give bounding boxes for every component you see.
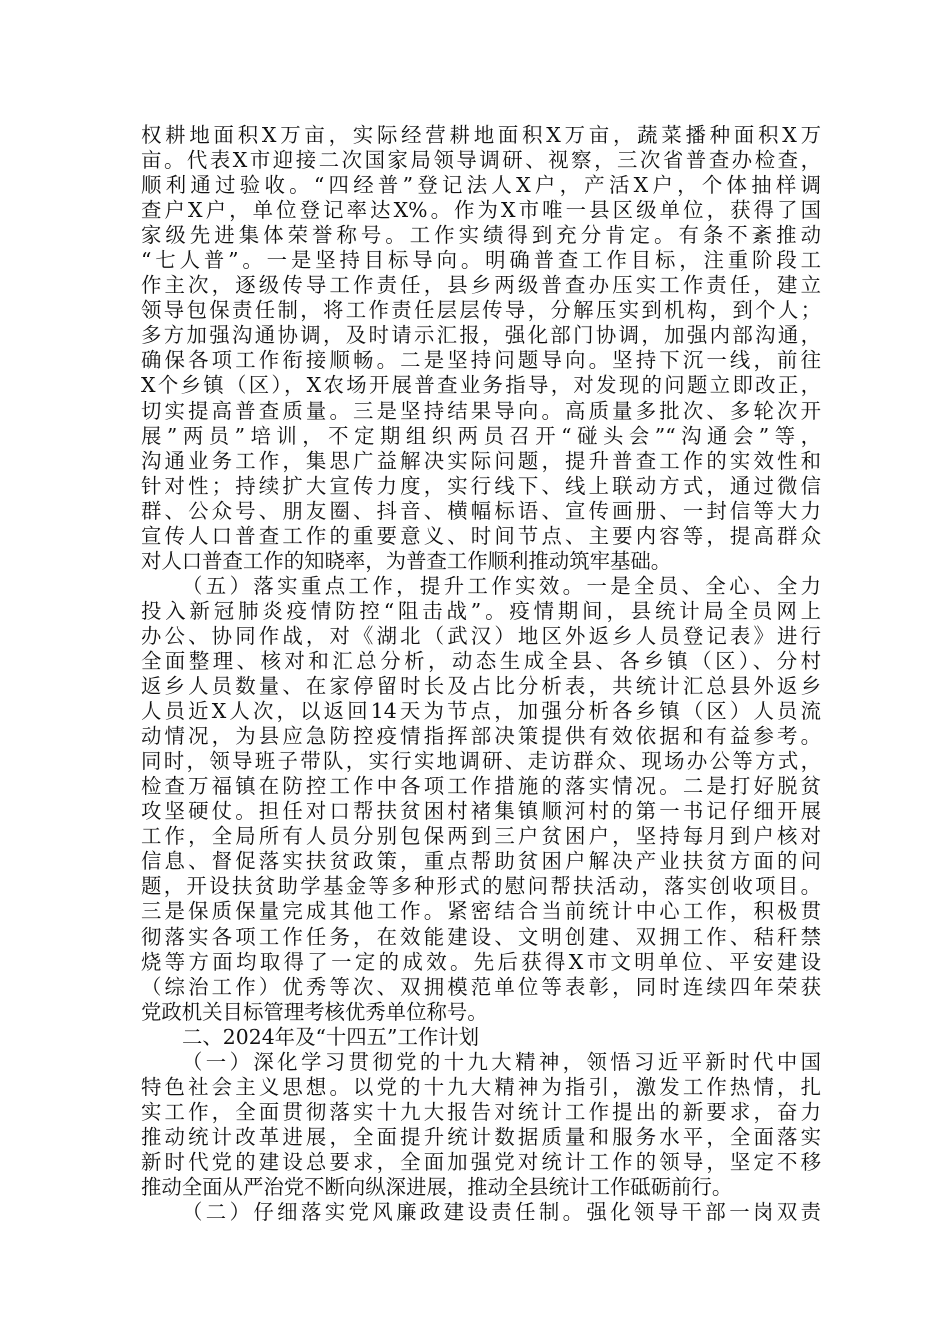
paragraph-p4	[141, 1200, 821, 1225]
text-line: 顺利通过验收。“四经普”登记法人X户，产活X户，个体抽样调	[141, 173, 821, 198]
text-line: 特色社会主义思想。以党的十九大精神为指引，激发工作热情，扎	[141, 1074, 821, 1099]
text-line: 群、公众号、朋友圈、抖音、横幅标语、宣传画册、一封信等大力	[141, 498, 821, 523]
text-line: 烧等方面均取得了一定的成效。先后获得X市文明单位、平安建设	[141, 949, 821, 974]
text-line: 工作，全局所有人员分别包保两到三户贫困户，坚持每月到户核对	[141, 824, 821, 849]
text-line: 人员近X人次，以返回14天为节点，加强分析各乡镇（区）人员流	[141, 699, 821, 724]
section-heading	[141, 1025, 821, 1050]
text-line: 推动全面从严治党不断向纵深进展，推动全县统计工作砥砺前行。	[141, 1174, 733, 1199]
text-line: 信息、督促落实扶贫政策，重点帮助贫困户解决产业扶贫方面的问	[141, 849, 821, 874]
text-line: 亩。代表X市迎接二次国家局领导调研、视察，三次省普查办检查，	[141, 148, 821, 173]
text-line: 权耕地面积X万亩，实际经营耕地面积X万亩，蔬菜播种面积X万	[141, 123, 821, 147]
text-line: “七人普”。一是坚持目标导向。明确普查工作目标，注重阶段工	[141, 248, 821, 273]
text-line: 同时，领导班子带队，实行实地调研、走访群众、现场办公等方式，	[141, 749, 821, 774]
text-line: 作主次，逐级传导工作责任，县乡两级普查办压实工作责任，建立	[141, 273, 821, 298]
text-line: 二、2024年及“十四五”工作计划	[182, 1024, 480, 1049]
text-line: 全面整理、核对和汇总分析，动态生成全县、各乡镇（区）、分村	[141, 648, 821, 673]
text-line: 彻落实各项工作任务，在效能建设、文明创建、双拥工作、秸秆禁	[141, 924, 821, 949]
text-line: 沟通业务工作，集思广益解决实际问题，提升普查工作的实效性和	[141, 448, 821, 473]
text-line: （综治工作）优秀等次、双拥模范单位等表彰，同时连续四年荣获	[141, 974, 821, 999]
text-line: 推动统计改革进展，全面提升统计数据质量和服务水平，全面落实	[141, 1124, 821, 1149]
paragraph-p1	[141, 123, 821, 574]
text-line: 党政机关目标管理考核优秀单位称号。	[141, 999, 488, 1024]
text-line: 展”两员”培训，不定期组织两员召开“碰头会”“沟通会”等，	[141, 423, 821, 448]
document-body	[141, 123, 821, 1225]
text-line: 领导包保责任制，将工作责任层层传导，分解压实到机构，到个人；	[141, 298, 821, 323]
text-line: 返乡人员数量、在家停留时长及占比分析表，共统计汇总县外返乡	[141, 674, 821, 699]
text-line: 切实提高普查质量。三是坚持结果导向。高质量多批次、多轮次开	[141, 398, 821, 423]
text-line: （一）深化学习贯彻党的十九大精神，领悟习近平新时代中国	[182, 1049, 821, 1074]
text-line: 宣传人口普查工作的重要意义、时间节点、主要内容等，提高群众	[141, 523, 821, 548]
text-line: 查户X户，单位登记率达X%。作为X市唯一县区级单位，获得了国	[141, 198, 821, 223]
text-line: 实工作，全面贯彻落实十九大报告对统计工作提出的新要求，奋力	[141, 1099, 821, 1124]
text-line: 投入新冠肺炎疫情防控“阻击战”。疫情期间，县统计局全员网上	[141, 598, 821, 623]
text-line: 检查万福镇在防控工作中各项工作措施的落实情况。二是打好脱贫	[141, 774, 821, 799]
text-line: 办公、协同作战，对《湖北（武汉）地区外返乡人员登记表》进行	[141, 623, 821, 648]
text-line: 家级先进集体荣誉称号。工作实绩得到充分肯定。有条不紊推动	[141, 223, 821, 248]
text-line: X个乡镇（区），X农场开展普查业务指导，对发现的问题立即改正，	[141, 373, 821, 398]
text-line: 三是保质保量完成其他工作。紧密结合当前统计中心工作，积极贯	[141, 899, 821, 924]
text-line: 动情况，为县应急防控疫情指挥部决策提供有效依据和有益参考。	[141, 724, 821, 749]
paragraph-p2	[141, 574, 821, 1025]
text-line: 针对性；持续扩大宣传力度，实行线下、线上联动方式，通过微信	[141, 473, 821, 498]
text-line: 题，开设扶贫助学基金等多种形式的慰问帮扶活动，落实创收项目。	[141, 874, 821, 899]
text-line: 对人口普查工作的知晓率，为普查工作顺利推动筑牢基础。	[141, 548, 672, 573]
text-line: 攻坚硬仗。担任对口帮扶贫困村褚集镇顺河村的第一书记仔细开展	[141, 799, 821, 824]
paragraph-p3	[141, 1050, 821, 1200]
text-line: （二）仔细落实党风廉政建设责任制。强化领导干部一岗双责	[182, 1200, 821, 1225]
text-line: 确保各项工作衔接顺畅。二是坚持问题导向。坚持下沉一线，前往	[141, 348, 821, 373]
text-line: （五）落实重点工作，提升工作实效。一是全员、全心、全力	[182, 573, 821, 598]
text-line: 多方加强沟通协调，及时请示汇报，强化部门协调，加强内部沟通，	[141, 323, 821, 348]
text-line: 新时代党的建设总要求，全面加强党对统计工作的领导，坚定不移	[141, 1149, 821, 1174]
